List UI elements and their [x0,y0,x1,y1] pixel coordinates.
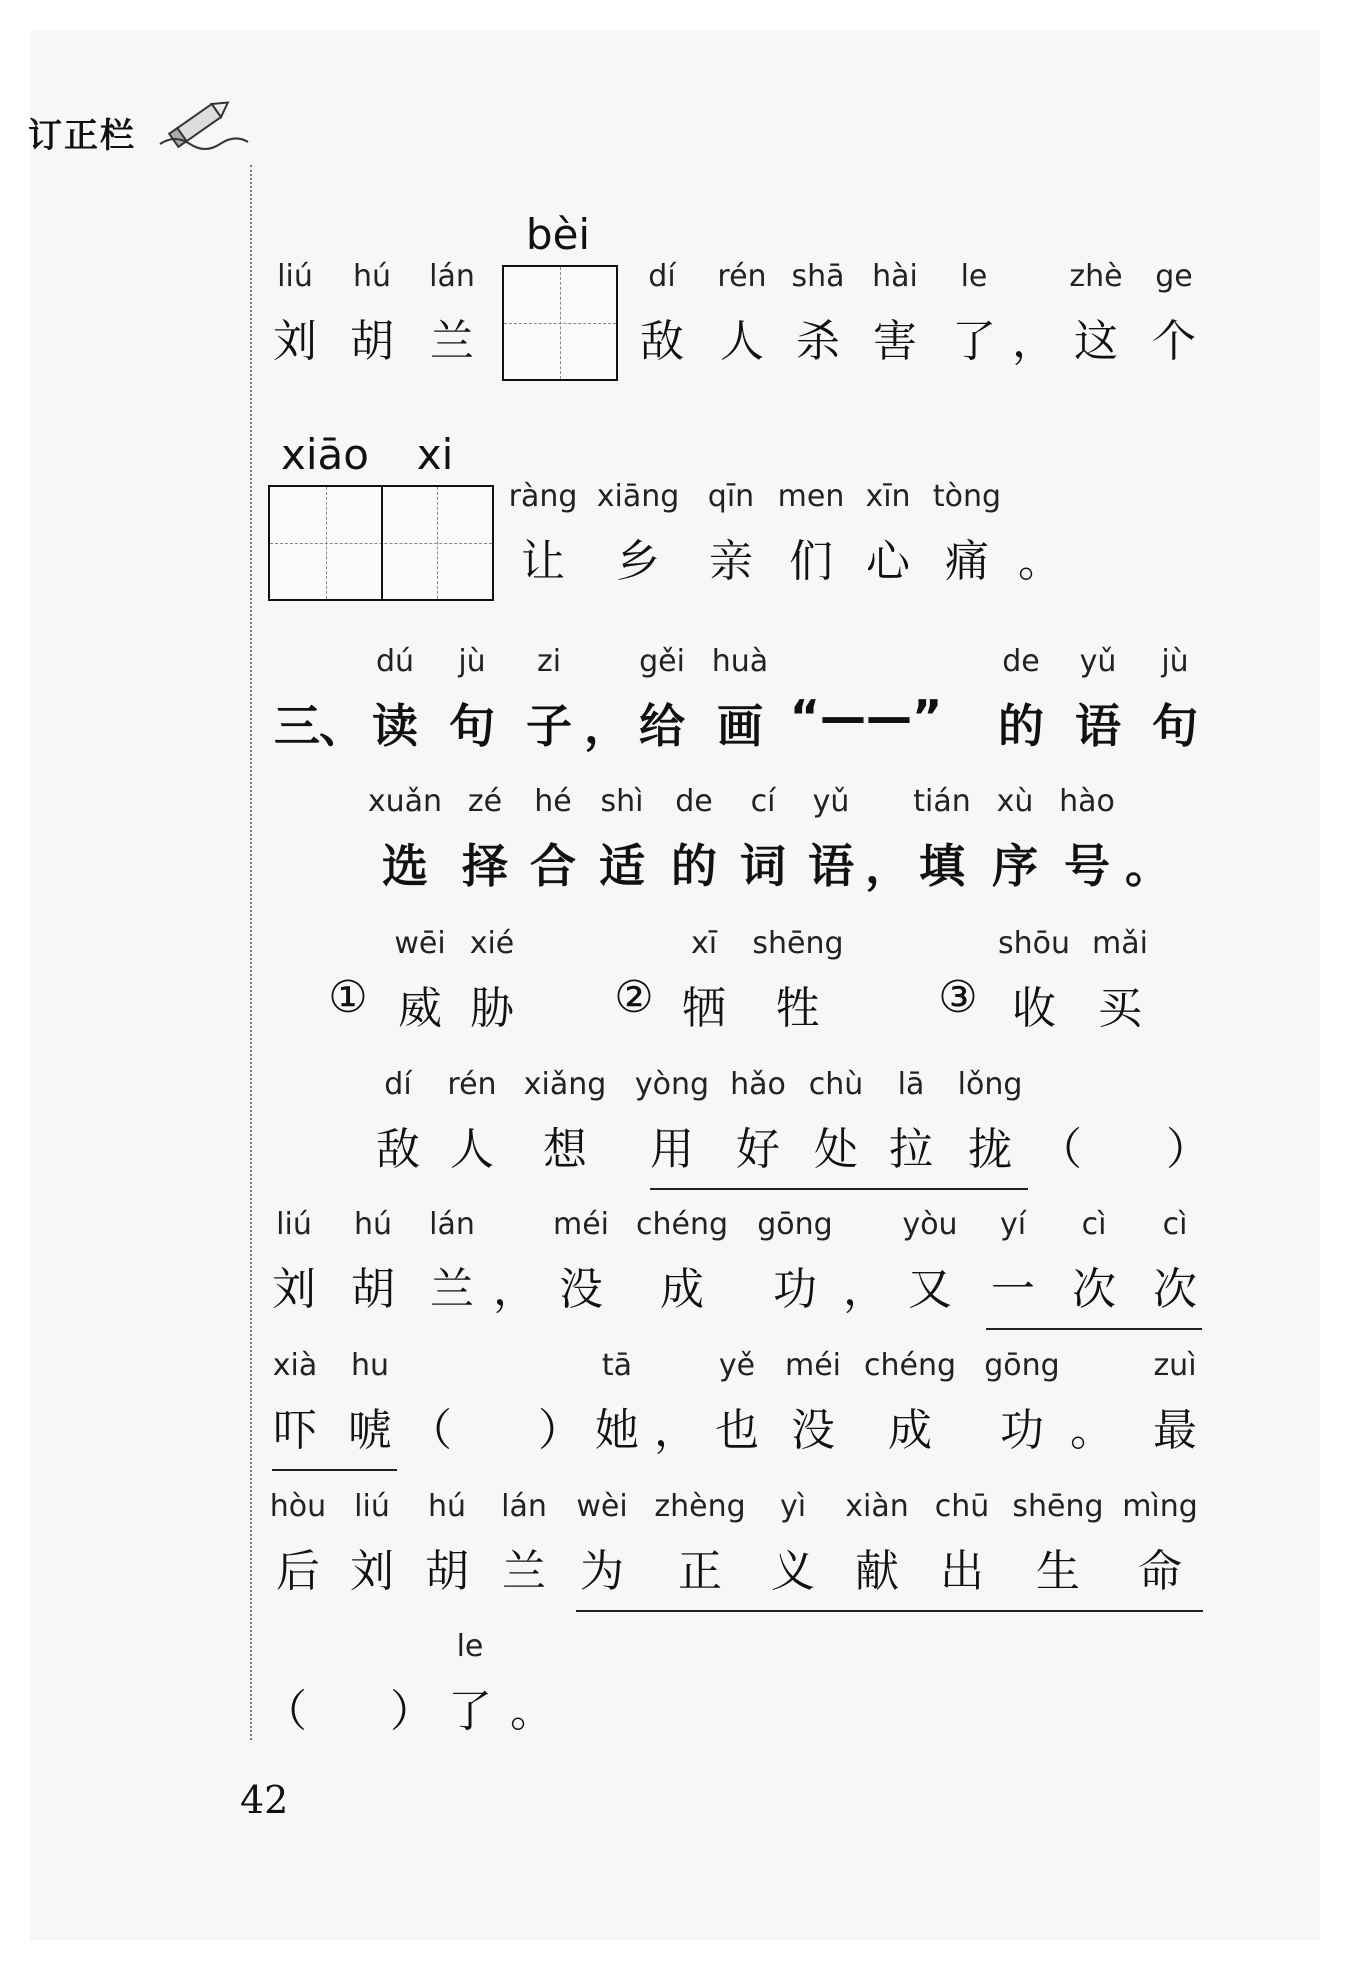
hanzi: 生 [1036,1546,1080,1597]
pinyin: qīn [707,479,755,514]
pinyin: hu [350,1348,390,1383]
hanzi: 子 [526,699,572,753]
pinyin: wēi [394,926,446,961]
pinyin: huà [711,644,769,679]
hanzi: 读 [372,699,418,753]
hanzi: 亲 [709,536,753,587]
hanzi: 句 [449,699,495,753]
hanzi: ， [865,839,911,893]
sentence-1 [0,1063,1350,1213]
pinyin: yǔ [1079,644,1117,679]
hanzi: 又 [908,1264,952,1315]
hanzi: 也 [715,1405,759,1456]
word-options [0,922,1350,1072]
hanzi: 正 [678,1546,722,1597]
hanzi: “——” [789,690,943,744]
pinyin: hào [1059,784,1115,819]
hanzi: 用 [650,1124,694,1175]
pinyin: zhèng [654,1489,746,1524]
pinyin: yǔ [812,784,850,819]
hanzi: 合 [530,839,576,893]
hanzi: （ [263,1686,307,1737]
hanzi: ① [328,972,368,1023]
pinyin: hǎo [730,1067,786,1102]
pinyin: gōng [757,1207,833,1242]
pinyin: cí [750,784,776,819]
hanzi: 句 [1152,699,1198,753]
pinyin: xù [996,784,1034,819]
hanzi: 功 [1000,1405,1044,1456]
hanzi: ） [538,1405,582,1456]
hanzi: 刘 [272,1264,316,1315]
hanzi: 胡 [351,1264,395,1315]
pinyin: liú [276,1207,312,1242]
hanzi: 处 [814,1124,858,1175]
hanzi: 了 [448,1686,492,1737]
hanzi: 的 [998,699,1044,753]
hanzi: 没 [791,1405,835,1456]
pinyin: hé [534,784,572,819]
hanzi: 胡 [425,1546,469,1597]
pinyin: xià [272,1348,318,1383]
hanzi: 牲 [776,983,820,1034]
pinyin: shā [791,259,845,294]
pinyin: xī [690,926,718,961]
hanzi: （ [1038,1124,1082,1175]
hanzi: 兰 [502,1546,546,1597]
box-pinyin: bèi [525,210,591,259]
underline-4 [576,1610,1203,1612]
hanzi: ， [493,1264,537,1315]
section-heading-1 [0,640,1350,790]
pinyin: lǒng [957,1067,1023,1102]
hanzi: 收 [1012,983,1056,1034]
pinyin: xuǎn [367,784,443,819]
pinyin: tòng [932,479,1002,514]
hanzi: 拉 [889,1124,933,1175]
hanzi: 词 [740,839,786,893]
hanzi: 一 [991,1264,1035,1315]
pinyin: shì [600,784,644,819]
hanzi: 吓 [273,1405,317,1456]
hanzi: 、 [319,699,365,753]
page-number: 42 [240,1778,289,1822]
hanzi: 适 [599,839,645,893]
hanzi: 心 [866,536,910,587]
pinyin: mìng [1122,1489,1198,1524]
pinyin: shōu [997,926,1070,961]
pinyin: dí [384,1067,412,1102]
hanzi: 害 [873,316,917,367]
hanzi: 。 [1125,839,1171,893]
pinyin: dí [648,259,676,294]
hanzi: ） [390,1686,434,1737]
hanzi: 语 [808,839,854,893]
pinyin: men [777,479,845,514]
hanzi: 选 [382,839,428,893]
hanzi: ） [1166,1124,1210,1175]
pinyin: hú [427,1489,467,1524]
pinyin: zhè [1069,259,1123,294]
pinyin: le [960,259,988,294]
answer-box-xiaoxi[interactable] [268,485,494,601]
pinyin: lán [501,1489,547,1524]
line-2 [0,430,1350,625]
hanzi: 次 [1072,1264,1116,1315]
pinyin: chū [934,1489,990,1524]
hanzi: 献 [855,1546,899,1597]
pinyin: de [675,784,713,819]
pinyin: xiàn [845,1489,909,1524]
pinyin: rén [447,1067,497,1102]
box-pinyin-1: xiāo [281,430,369,479]
box-pinyin-2: xi [416,430,454,479]
pencil-icon [150,92,250,152]
sentence-4 [0,1485,1350,1635]
pinyin: de [1002,644,1040,679]
pinyin: tián [913,784,971,819]
hanzi: 这 [1074,316,1118,367]
hanzi: 择 [462,839,508,893]
pinyin: lán [429,1207,475,1242]
underline-2 [986,1328,1202,1330]
pinyin: liú [354,1489,390,1524]
hanzi: 人 [720,316,764,367]
hanzi: 画 [717,699,763,753]
hanzi: 想 [543,1124,587,1175]
pinyin: tā [601,1348,633,1383]
pinyin: ràng [508,479,578,514]
hanzi: 她 [595,1405,639,1456]
hanzi: 的 [671,839,717,893]
pinyin: hú [353,1207,393,1242]
pinyin: chéng [635,1207,729,1242]
pinyin: xiǎng [523,1067,607,1102]
hanzi: 好 [736,1124,780,1175]
hanzi: 命 [1138,1546,1182,1597]
hanzi: 人 [450,1124,494,1175]
pinyin: hài [872,259,918,294]
hanzi: 给 [639,699,685,753]
pinyin: dú [375,644,415,679]
hanzi: 们 [789,536,833,587]
hanzi: 刘 [273,316,317,367]
line-1 [0,210,1350,405]
pinyin: chù [808,1067,864,1102]
hanzi: 义 [771,1546,815,1597]
hanzi: 拢 [968,1124,1012,1175]
hanzi: 个 [1152,316,1196,367]
hanzi: 成 [888,1405,932,1456]
sentence-3 [0,1344,1350,1494]
pinyin: zé [467,784,503,819]
hanzi: ② [614,972,654,1023]
pinyin: mǎi [1092,926,1148,961]
pinyin: wèi [576,1489,628,1524]
pinyin: chéng [863,1348,957,1383]
hanzi: 成 [660,1264,704,1315]
hanzi: 乡 [616,536,660,587]
pinyin: le [456,1629,484,1664]
hanzi: ， [1012,316,1056,367]
pinyin: gěi [639,644,685,679]
pinyin: shēng [1012,1489,1104,1524]
hanzi: 敌 [376,1124,420,1175]
pinyin: lā [897,1067,925,1102]
pinyin: liú [277,259,313,294]
hanzi: 兰 [430,1264,474,1315]
sentence-5 [0,1625,1350,1775]
pinyin: yě [718,1348,756,1383]
sentence-2 [0,1203,1350,1353]
pinyin: shēng [752,926,844,961]
hanzi: 让 [521,536,565,587]
hanzi: （ [408,1405,452,1456]
hanzi: ， [654,1405,698,1456]
hanzi: ， [843,1264,887,1315]
hanzi: ③ [938,972,978,1023]
hanzi: 牺 [682,983,726,1034]
hanzi: 。 [1018,536,1062,587]
hanzi: 敌 [640,316,684,367]
hanzi: 没 [559,1264,603,1315]
hanzi: 买 [1098,983,1142,1034]
underline-3 [272,1469,397,1471]
hanzi: 胁 [470,983,514,1034]
pinyin: méi [552,1207,609,1242]
hanzi: 痛 [945,536,989,587]
hanzi: 唬 [348,1405,392,1456]
pinyin: lán [429,259,475,294]
hanzi: 了 [952,316,996,367]
answer-box-bei[interactable] [502,265,618,381]
hanzi: 出 [940,1546,984,1597]
pinyin: jù [458,644,486,679]
pinyin: ge [1155,259,1193,294]
correction-column-title: 订正栏 [28,116,136,156]
hanzi: 序 [992,839,1038,893]
pinyin: cì [1081,1207,1107,1242]
hanzi: 号 [1064,839,1110,893]
pinyin: xīn [865,479,911,514]
hanzi: 兰 [430,316,474,367]
pinyin: gōng [984,1348,1060,1383]
pinyin: méi [784,1348,841,1383]
pinyin: yí [999,1207,1027,1242]
hanzi: ， [584,699,630,753]
hanzi: 填 [919,839,965,893]
pinyin: xié [469,926,515,961]
hanzi: 威 [398,983,442,1034]
underline-1 [650,1188,1028,1190]
hanzi: 杀 [796,316,840,367]
hanzi: 刘 [350,1546,394,1597]
pinyin: yì [779,1489,807,1524]
pinyin: zi [536,644,562,679]
hanzi: 。 [1070,1405,1114,1456]
pinyin: zuì [1153,1348,1197,1383]
pinyin: jù [1161,644,1189,679]
pinyin: xiāng [596,479,680,514]
pinyin: hú [352,259,392,294]
section-heading-2 [0,780,1350,930]
hanzi: 三 [274,699,320,753]
hanzi: 为 [580,1546,624,1597]
pinyin: cì [1162,1207,1188,1242]
hanzi: 。 [510,1686,554,1737]
hanzi: 后 [276,1546,320,1597]
hanzi: 功 [773,1264,817,1315]
pinyin: yòu [902,1207,958,1242]
hanzi: 语 [1075,699,1121,753]
pinyin: hòu [269,1489,327,1524]
hanzi: 胡 [350,316,394,367]
hanzi: 最 [1153,1405,1197,1456]
pinyin: rén [717,259,767,294]
hanzi: 次 [1153,1264,1197,1315]
pinyin: yòng [634,1067,710,1102]
